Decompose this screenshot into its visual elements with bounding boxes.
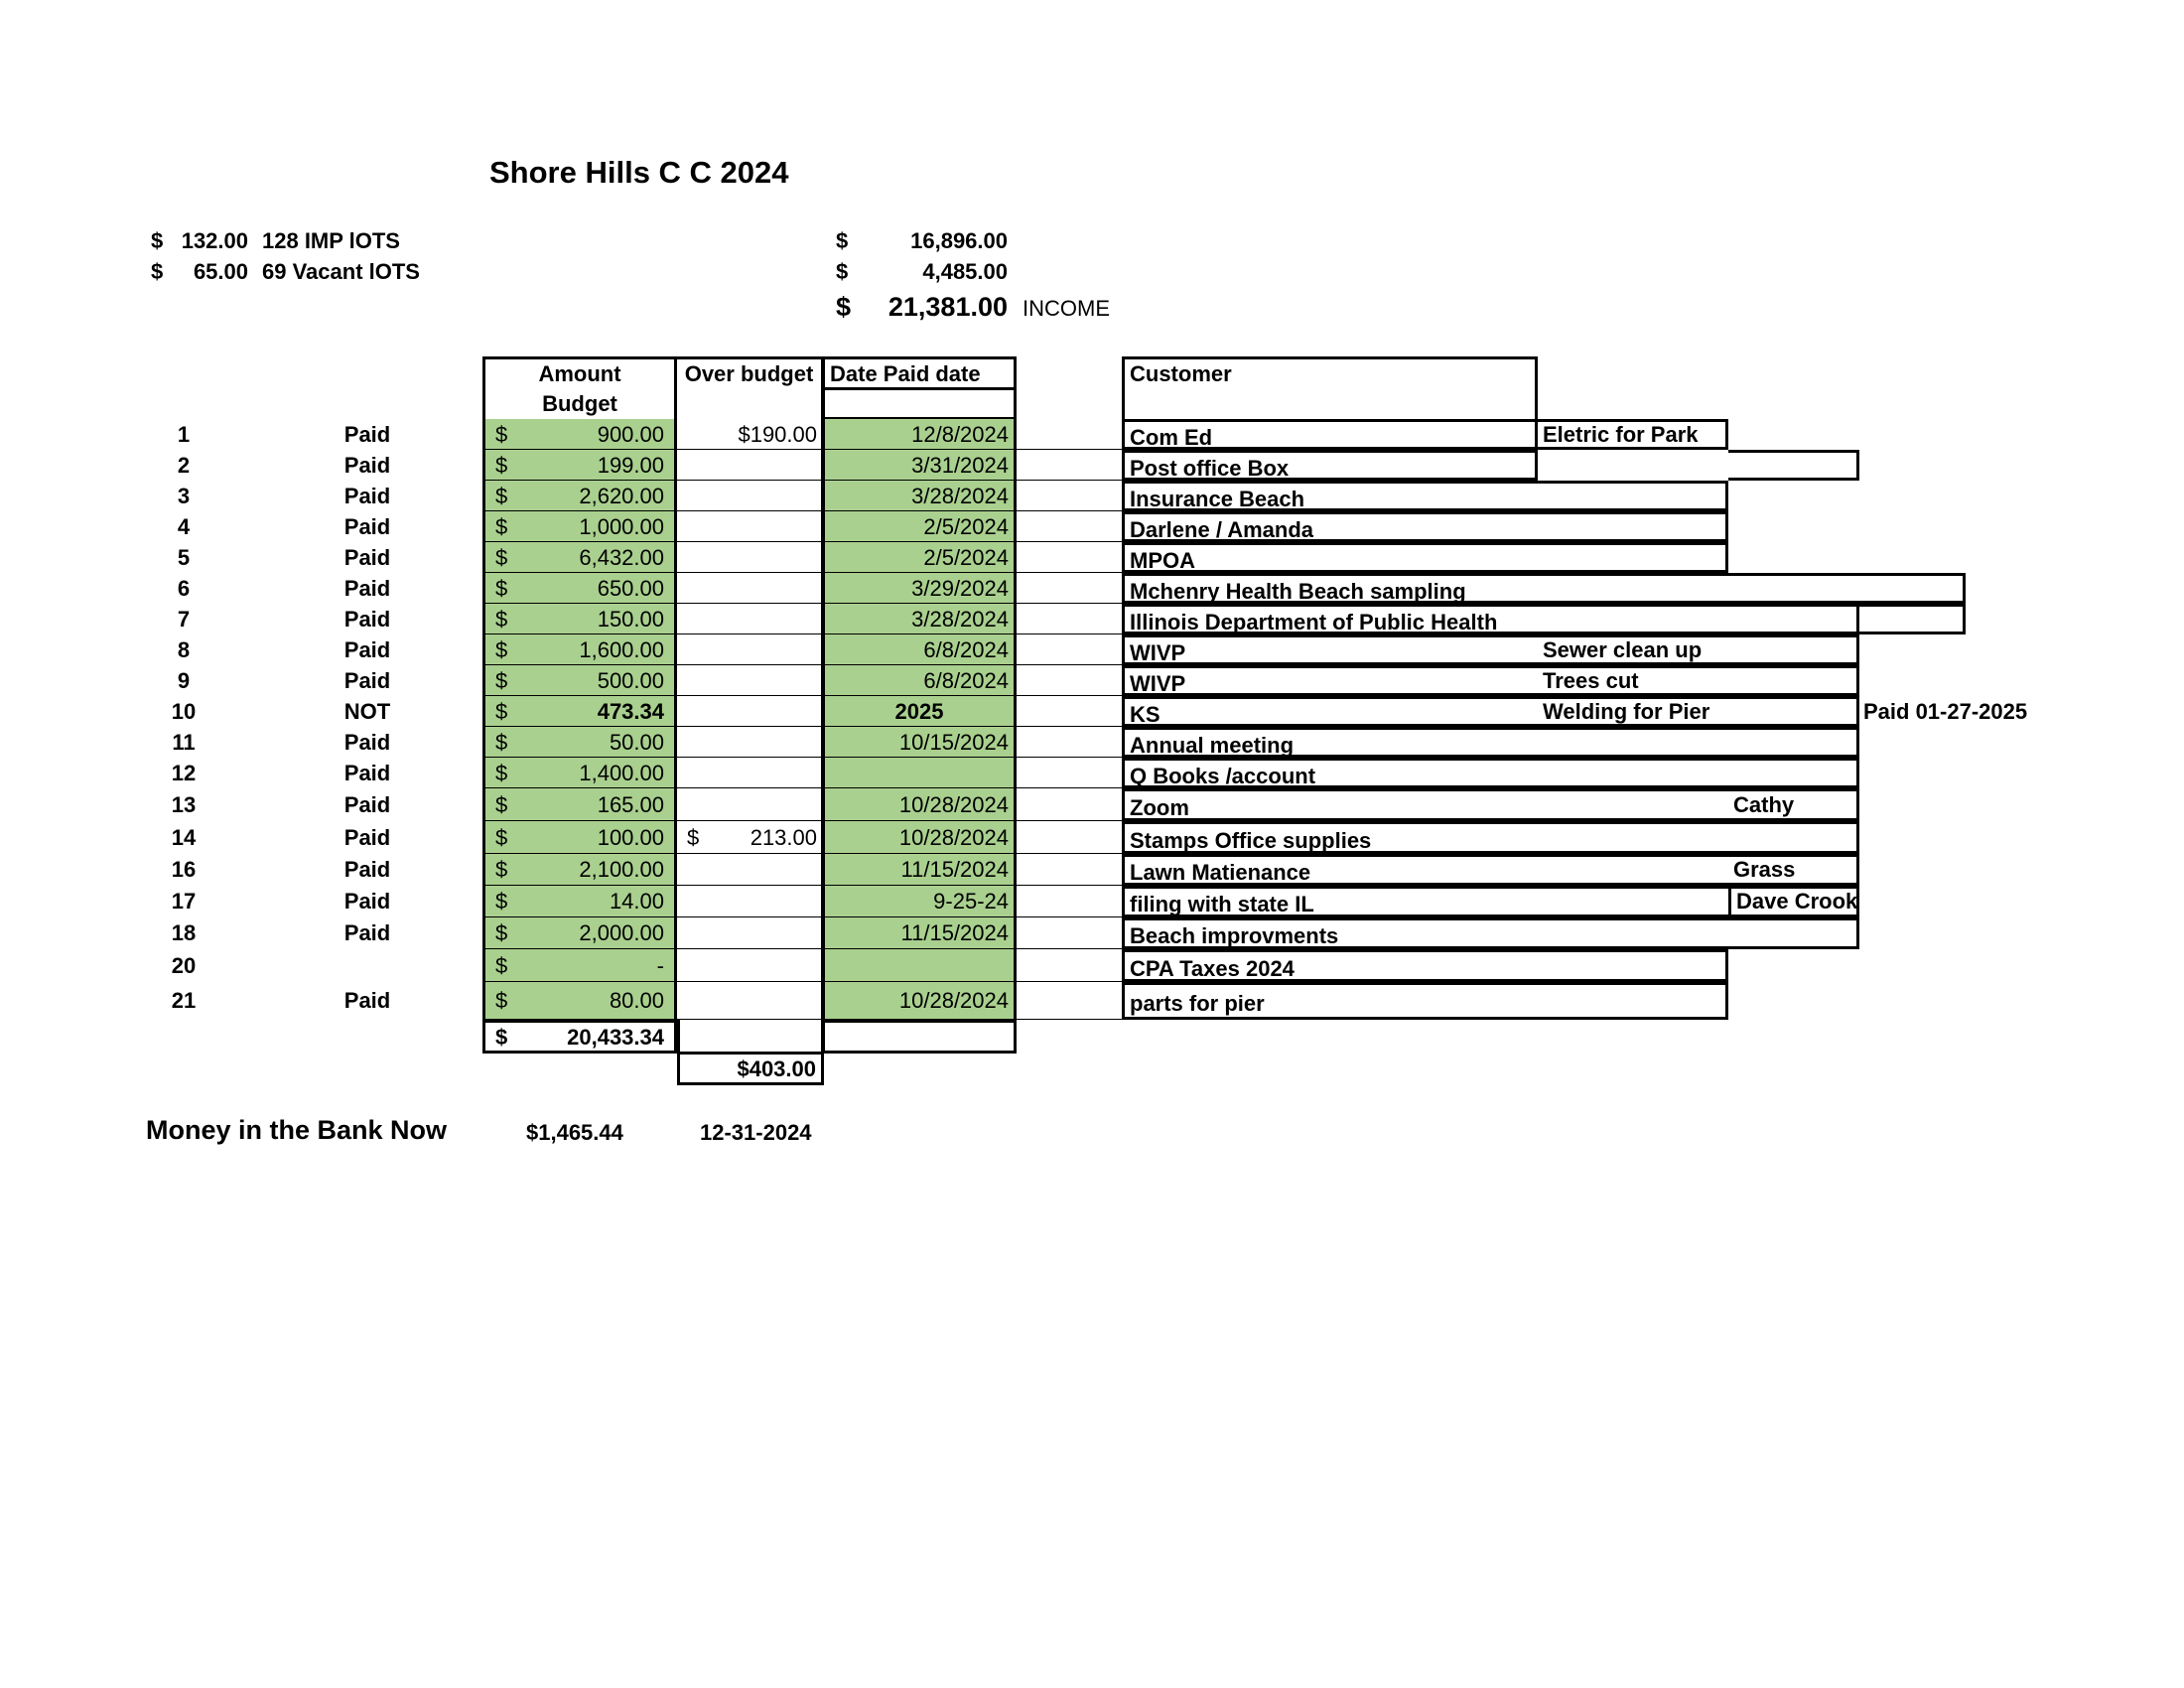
row-number: 14 (171, 825, 197, 850)
date-paid-header: Date Paid date (822, 356, 1017, 390)
row-number: 2 (177, 453, 191, 478)
amount-cell (482, 854, 677, 886)
over-budget-cell (677, 886, 824, 917)
amount-currency: $ (495, 857, 508, 882)
spacer-cell (1017, 542, 1122, 573)
amount-cell (482, 696, 677, 727)
spacer-cell (1017, 634, 1122, 665)
amount-value: 1,000.00 (579, 514, 664, 539)
over-budget-cell (677, 727, 824, 758)
row-status (328, 949, 407, 982)
amount-value: 14.00 (609, 889, 664, 914)
amount-value: 50.00 (609, 730, 664, 755)
table-row (0, 917, 2184, 949)
row-status: Paid (343, 637, 391, 662)
row-number: 9 (177, 668, 191, 693)
table-row (0, 788, 2184, 821)
amount-cell (482, 949, 677, 982)
table-row (0, 665, 2184, 696)
date-paid-cell: 12/8/2024 (822, 419, 1017, 450)
table-row (0, 982, 2184, 1020)
amount-cell (482, 542, 677, 573)
customer-cell: Lawn Matienance (1122, 854, 1859, 886)
date-paid-cell: 3/28/2024 (822, 604, 1017, 634)
lot-rate: 132.00 (181, 228, 248, 253)
amount-value: 473.34 (597, 699, 664, 724)
customer-cell: Beach improvments (1122, 917, 1859, 949)
over-budget-header (677, 356, 824, 419)
row-note: Eletric for Park (1543, 422, 1699, 447)
budget-total-cell (482, 1020, 677, 1054)
amount-cell (482, 419, 677, 450)
spacer-cell (1017, 788, 1122, 821)
bank-amount: $1,465.44 (526, 1120, 623, 1145)
amount-value: 150.00 (597, 607, 664, 632)
amount-cell (482, 634, 677, 665)
amount-cell (482, 886, 677, 917)
lot-rate-currency: $ (151, 259, 164, 284)
row-number: 7 (177, 607, 191, 632)
row-status: Paid (343, 484, 391, 508)
date-paid-cell: 11/15/2024 (822, 854, 1017, 886)
lot-total: 4,485.00 (922, 259, 1008, 284)
over-total-spacer (677, 1020, 824, 1052)
amount-currency: $ (495, 889, 508, 914)
row-status: Paid (343, 857, 391, 882)
row-status: NOT (343, 699, 391, 724)
spacer-cell (1017, 982, 1122, 1020)
date-paid-cell: 6/8/2024 (822, 665, 1017, 696)
date-paid-cell: 3/31/2024 (822, 450, 1017, 481)
amount-cell (482, 917, 677, 949)
over-budget-cell (677, 854, 824, 886)
table-row (0, 542, 2184, 573)
date-paid-cell: 3/28/2024 (822, 481, 1017, 511)
date-header-spacer (822, 389, 1017, 420)
row-number: 11 (172, 730, 196, 755)
date-paid-cell: 10/28/2024 (822, 982, 1017, 1020)
date-paid-cell: 6/8/2024 (822, 634, 1017, 665)
row-status: Paid (343, 792, 391, 817)
spacer-cell (1017, 949, 1122, 982)
bank-date: 12-31-2024 (700, 1120, 812, 1145)
row-number: 16 (171, 857, 197, 882)
amount-currency: $ (495, 637, 508, 662)
lot-rate: 65.00 (193, 259, 248, 284)
customer-cell: WIVP (1122, 665, 1859, 696)
row-number: 5 (177, 545, 191, 570)
amount-value: 500.00 (597, 668, 664, 693)
amount-currency: $ (495, 699, 508, 724)
amount-cell (482, 982, 677, 1020)
customer-cell: Illinois Department of Public Health (1122, 604, 1859, 634)
over-budget-cell (677, 665, 824, 696)
amount-cell (482, 788, 677, 821)
spacer-cell (1017, 727, 1122, 758)
customer-cell: Q Books /account (1122, 758, 1859, 788)
row-status: Paid (343, 920, 391, 945)
over-budget-cell (677, 542, 824, 573)
date-paid-cell (822, 949, 1017, 982)
spacer-cell (1017, 604, 1122, 634)
customer-cell: MPOA (1122, 542, 1728, 573)
over-currency: $ (687, 825, 700, 850)
row-status: Paid (343, 825, 391, 850)
amount-value: 199.00 (597, 453, 664, 478)
table-row (0, 949, 2184, 982)
amount-currency: $ (495, 576, 508, 601)
date-paid-cell: 10/28/2024 (822, 788, 1017, 821)
amount-currency: $ (495, 607, 508, 632)
amount-budget-header (482, 356, 677, 419)
row-status: Paid (343, 453, 391, 478)
table-row (0, 696, 2184, 727)
date-paid-cell: 3/29/2024 (822, 573, 1017, 604)
table-row (0, 727, 2184, 758)
amount-header-line2: Budget (542, 391, 617, 416)
spacer-cell (1017, 511, 1122, 542)
amount-cell (482, 450, 677, 481)
date-paid-cell (822, 758, 1017, 788)
amount-currency: $ (495, 920, 508, 945)
amount-value: 165.00 (597, 792, 664, 817)
lot-rate-currency: $ (151, 228, 164, 253)
amount-currency: $ (495, 825, 508, 850)
amount-header-line1: Amount (538, 361, 621, 386)
over-budget-cell (677, 481, 824, 511)
income-total: 21,381.00 (887, 292, 1008, 322)
customer-cell: KS (1122, 696, 1859, 727)
date-paid-cell: 11/15/2024 (822, 917, 1017, 949)
row-note: Dave Crook (1728, 886, 1862, 917)
date-paid-cell: 2/5/2024 (822, 511, 1017, 542)
amount-value: 900.00 (597, 422, 664, 447)
row-number: 6 (177, 576, 191, 601)
over-budget-cell (677, 573, 824, 604)
amount-cell (482, 665, 677, 696)
spacer-cell (1017, 821, 1122, 854)
over-budget-cell (677, 450, 824, 481)
over-budget-cell (677, 949, 824, 982)
table-row (0, 604, 2184, 634)
table-row (0, 511, 2184, 542)
amount-currency: $ (495, 484, 508, 508)
amount-cell (482, 511, 677, 542)
date-total-cell (822, 1020, 1017, 1054)
amount-currency: $ (495, 792, 508, 817)
spacer-cell (1017, 573, 1122, 604)
customer-cell: Mchenry Health Beach sampling (1122, 573, 1966, 604)
lot-label: 128 IMP lOTS (262, 228, 400, 253)
amount-value: 2,000.00 (579, 920, 664, 945)
table-row (0, 758, 2184, 788)
row-note: Trees cut (1543, 668, 1639, 693)
table-row (0, 821, 2184, 854)
customer-cell: Com Ed (1122, 419, 1538, 450)
row-number: 12 (171, 761, 197, 785)
table-row (0, 573, 2184, 604)
amount-value: 1,600.00 (579, 637, 664, 662)
row-number: 1 (177, 422, 191, 447)
row-status: Paid (343, 576, 391, 601)
row-extra-note: Paid 01-27-2025 (1863, 699, 2028, 724)
customer-cell: Zoom (1122, 788, 1859, 821)
over-budget-cell (677, 511, 824, 542)
date-paid-cell: 10/15/2024 (822, 727, 1017, 758)
over-budget-total: $403.00 (677, 1052, 824, 1085)
customer-cell: parts for pier (1122, 982, 1728, 1020)
income-label: INCOME (1023, 296, 1110, 321)
amount-currency: $ (495, 422, 508, 447)
amount-cell (482, 727, 677, 758)
spacer-cell (1017, 758, 1122, 788)
over-budget-cell (677, 634, 824, 665)
row-number: 21 (171, 988, 197, 1013)
row-status: Paid (343, 545, 391, 570)
customer-cell: Post office Box (1122, 450, 1538, 481)
row-number: 3 (177, 484, 191, 508)
customer-cell: Stamps Office supplies (1122, 821, 1859, 854)
row-note: Welding for Pier (1543, 699, 1710, 724)
row-number: 20 (171, 953, 197, 978)
table-row (0, 419, 2184, 450)
customer-cell: Insurance Beach (1122, 481, 1728, 511)
lot-total-currency: $ (836, 259, 849, 284)
customer-cell: filing with state IL (1122, 886, 1859, 917)
amount-value: 80.00 (609, 988, 664, 1013)
amount-currency: $ (495, 988, 508, 1013)
note-box (1538, 481, 1728, 511)
lot-total: 16,896.00 (910, 228, 1008, 253)
over-value: 213.00 (750, 825, 817, 850)
amount-cell (482, 604, 677, 634)
date-paid-cell: 2/5/2024 (822, 542, 1017, 573)
table-row (0, 481, 2184, 511)
row-status: Paid (343, 761, 391, 785)
total-currency: $ (495, 1025, 508, 1050)
date-paid-cell: 9-25-24 (822, 886, 1017, 917)
row-number: 10 (171, 699, 197, 724)
date-paid-cell: 10/28/2024 (822, 821, 1017, 854)
table-row (0, 634, 2184, 665)
over-budget-cell (677, 758, 824, 788)
over-budget-cell (677, 821, 824, 854)
amount-cell (482, 758, 677, 788)
bank-label: Money in the Bank Now (146, 1115, 448, 1145)
row-number: 13 (171, 792, 197, 817)
amount-cell (482, 481, 677, 511)
row-status: Paid (343, 514, 391, 539)
customer-cell: WIVP (1122, 634, 1859, 665)
over-budget-cell (677, 982, 824, 1020)
amount-currency: $ (495, 953, 508, 978)
spacer-cell (1017, 419, 1122, 450)
total-amount: 20,433.34 (567, 1025, 664, 1050)
amount-cell (482, 821, 677, 854)
page-title: Shore Hills C C 2024 (489, 155, 789, 190)
table-row (0, 886, 2184, 917)
row-status: Paid (343, 422, 391, 447)
spacer-cell (1017, 886, 1122, 917)
spacer-cell (1017, 854, 1122, 886)
customer-header: Customer (1122, 356, 1538, 419)
customer-cell: Darlene / Amanda (1122, 511, 1728, 542)
row-note: Cathy (1733, 792, 1795, 817)
amount-currency: $ (495, 545, 508, 570)
amount-value: 650.00 (597, 576, 664, 601)
spacer-cell (1017, 481, 1122, 511)
amount-value: 2,100.00 (579, 857, 664, 882)
over-budget-cell (677, 788, 824, 821)
amount-value: 100.00 (597, 825, 664, 850)
table-row (0, 854, 2184, 886)
amount-value: 2,620.00 (579, 484, 664, 508)
row-status: Paid (343, 988, 391, 1013)
row-number: 18 (171, 920, 197, 945)
row-status: Paid (343, 668, 391, 693)
row-number: 17 (171, 889, 197, 914)
row-status: Paid (343, 889, 391, 914)
customer-cell: Annual meeting (1122, 727, 1859, 758)
note-box (1859, 604, 1966, 634)
amount-cell (482, 573, 677, 604)
amount-currency: $ (495, 761, 508, 785)
spacer-cell (1017, 917, 1122, 949)
spacer-cell (1017, 696, 1122, 727)
row-note: Sewer clean up (1543, 637, 1703, 662)
amount-currency: $ (495, 668, 508, 693)
amount-currency: $ (495, 453, 508, 478)
amount-value: 1,400.00 (579, 761, 664, 785)
over-budget-cell (677, 419, 824, 450)
date-paid-cell: 2025 (822, 696, 1017, 727)
lot-label: 69 Vacant lOTS (262, 259, 420, 284)
row-note: Grass (1733, 857, 1796, 882)
over-budget-header-label: Over budget (684, 361, 814, 386)
row-number: 4 (177, 514, 191, 539)
spacer-cell (1017, 450, 1122, 481)
amount-currency: $ (495, 514, 508, 539)
over-budget-cell (677, 696, 824, 727)
amount-currency: $ (495, 730, 508, 755)
income-currency: $ (836, 292, 852, 322)
row-number: 8 (177, 637, 191, 662)
over-budget-cell (677, 917, 824, 949)
row-status: Paid (343, 607, 391, 632)
row-status: Paid (343, 730, 391, 755)
amount-value: - (656, 953, 664, 978)
over-budget-cell (677, 604, 824, 634)
amount-value: 6,432.00 (579, 545, 664, 570)
customer-cell: CPA Taxes 2024 (1122, 949, 1728, 982)
note-box (1728, 450, 1859, 481)
table-row (0, 450, 2184, 481)
lot-total-currency: $ (836, 228, 849, 253)
spacer-cell (1017, 665, 1122, 696)
over-value: $190.00 (738, 422, 817, 447)
